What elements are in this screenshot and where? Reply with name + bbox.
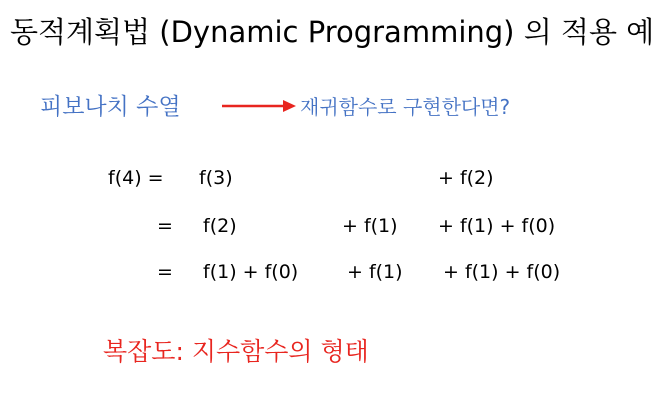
eq-row2-term1: f(2) xyxy=(203,215,237,237)
complexity-note: 복잡도: 지수함수의 형태 xyxy=(103,337,369,366)
eq-row1-term2: + f(2) xyxy=(438,167,494,189)
eq-row3-equals: = xyxy=(157,261,173,283)
eq-row1-term1: f(3) xyxy=(199,167,233,189)
right-arrow-icon xyxy=(221,96,297,116)
eq-row1-lhs: f(4) = xyxy=(108,167,164,189)
eq-row3-term1: f(1) + f(0) xyxy=(203,261,299,283)
recursion-question: 재귀함수로 구현한다면? xyxy=(300,95,511,119)
eq-row2-term2: + f(1) xyxy=(342,215,398,237)
fibonacci-label: 피보나치 수열 xyxy=(40,94,181,120)
eq-row3-term3: + f(1) + f(0) xyxy=(443,261,561,283)
slide-title: 동적계획법 (Dynamic Programming) 의 적용 예 xyxy=(10,15,655,49)
eq-row3-term2: + f(1) xyxy=(347,261,403,283)
eq-row2-equals: = xyxy=(157,215,173,237)
eq-row2-term3: + f(1) + f(0) xyxy=(438,215,556,237)
